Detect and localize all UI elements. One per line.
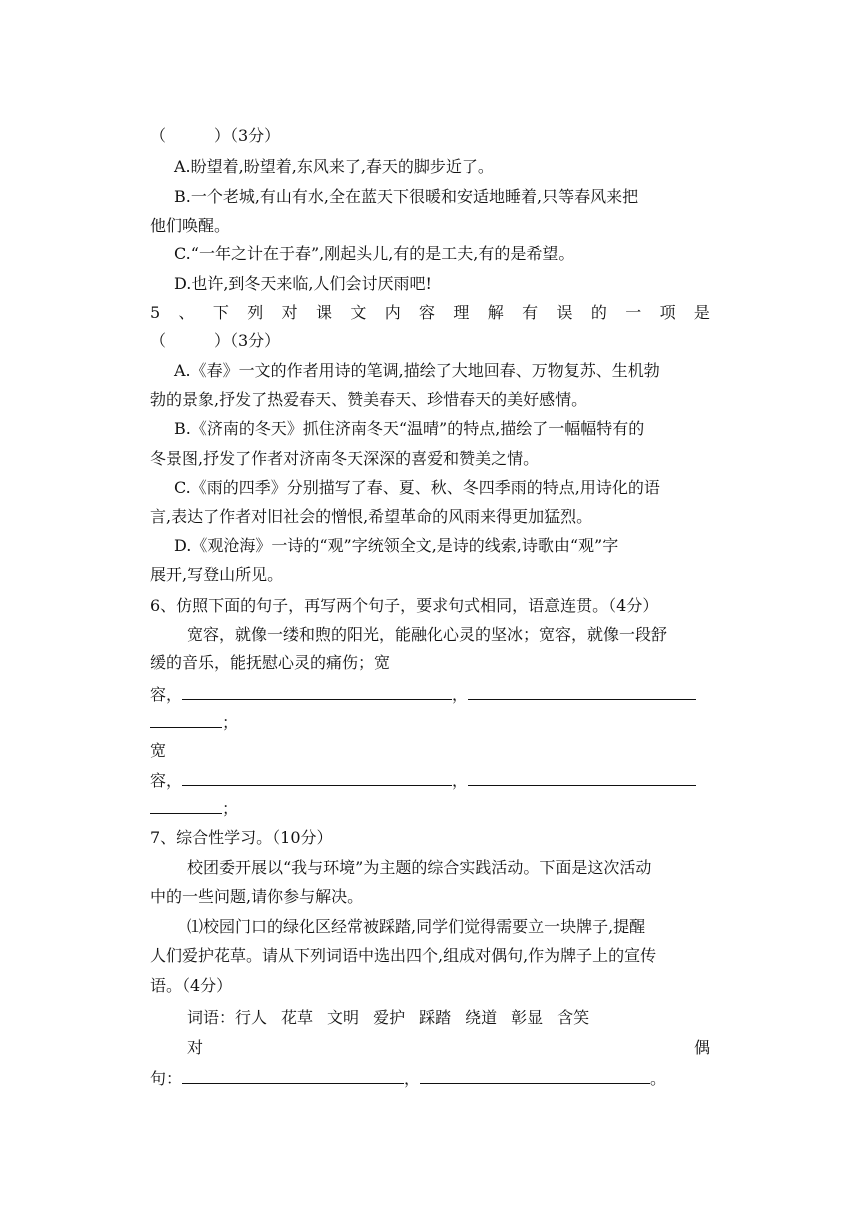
- q5-char: 、: [178, 303, 195, 322]
- q7-ou: 偶: [693, 1038, 710, 1057]
- q7-ju: 句：: [150, 1069, 183, 1088]
- q4-option-c: C.“一年之计在于春”,刚起头儿,有的是工夫,有的是希望。: [174, 244, 575, 263]
- q6-answer-line-1: [150, 683, 710, 706]
- q7-duiou-line: [187, 1037, 710, 1059]
- q6-answer-line-1-end: [150, 711, 710, 734]
- answer-blank[interactable]: [150, 797, 222, 814]
- q7-word-list: [187, 1007, 710, 1029]
- answer-blank[interactable]: [182, 1067, 404, 1084]
- q5-option-b-cont: 冬景图,抒发了作者对济南冬天深深的喜爱和赞美之情。: [150, 449, 540, 468]
- word: 彰显: [511, 1008, 544, 1027]
- q5-stem-score: （ ）（3分）: [150, 331, 281, 350]
- q6-answer-line-2: [150, 769, 710, 792]
- semicolon: ；: [222, 713, 239, 732]
- q7-dui: 对: [187, 1038, 204, 1057]
- word: 花草: [281, 1008, 314, 1027]
- word: 踩踏: [419, 1008, 452, 1027]
- answer-blank[interactable]: [150, 711, 222, 728]
- q5-char: 有: [522, 303, 539, 322]
- answer-blank[interactable]: [468, 683, 696, 700]
- q5-char: 对: [281, 303, 298, 322]
- q5-char: 列: [247, 303, 264, 322]
- q7-part1-line3: 语。（4分）: [150, 976, 233, 995]
- q5-option-c-cont: 言,表达了作者对旧社会的憎恨,希望革命的风雨来得更加猛烈。: [150, 507, 593, 526]
- q6-kuan: 宽: [150, 741, 167, 760]
- q5-char: 是: [693, 303, 710, 322]
- word: 爱护: [373, 1008, 406, 1027]
- q5-option-c: C.《雨的四季》分别描写了春、夏、秋、冬四季雨的特点,用诗化的语: [174, 478, 660, 497]
- comma: ，: [452, 771, 469, 790]
- q5-char: 课: [315, 303, 332, 322]
- semicolon: ；: [222, 799, 239, 818]
- answer-blank[interactable]: [468, 769, 696, 786]
- q6-rong: 容，: [150, 685, 183, 704]
- answer-blank[interactable]: [182, 769, 452, 786]
- comma: ，: [452, 685, 469, 704]
- q4-option-b-cont: 他们唤醒。: [150, 216, 231, 235]
- q4-option-b: B.一个老城,有山有水,全在蓝天下很暖和安适地睡着,只等春风来把: [174, 187, 639, 206]
- q5-char: 下: [212, 303, 229, 322]
- q5-char: 误: [556, 303, 573, 322]
- word-list-label: 词语：: [187, 1008, 236, 1027]
- q5-char: 文: [350, 303, 367, 322]
- q5-char: 5: [150, 303, 161, 322]
- q5-char: 的: [590, 303, 607, 322]
- q7-intro-line1: 校团委开展以“我与环境”为主题的综合实践活动。下面是这次活动: [187, 858, 652, 877]
- q5-char: 解: [487, 303, 504, 322]
- q5-char: 内: [384, 303, 401, 322]
- word: 含笑: [557, 1008, 590, 1027]
- q6-rong: 容，: [150, 771, 183, 790]
- q5-char: 理: [453, 303, 470, 322]
- q7-part1-line1: ⑴校园门口的绿化区经常被踩踏,同学们觉得需要立一块牌子,提醒: [187, 917, 646, 936]
- word: 行人: [235, 1008, 268, 1027]
- q4-option-d: D.也许,到冬天来临,人们会讨厌雨吧!: [174, 274, 432, 293]
- q6-example-line2: 缓的音乐，能抚慰心灵的痛伤；宽: [150, 653, 391, 672]
- q5-option-d: D.《观沧海》一诗的“观”字统领全文,是诗的线索,诗歌由“观”字: [174, 536, 619, 555]
- answer-blank[interactable]: [182, 683, 452, 700]
- word: 绕道: [465, 1008, 498, 1027]
- q5-option-a: A.《春》一文的作者用诗的笔调,描绘了大地回春、万物复苏、生机勃: [174, 361, 660, 380]
- q5-option-b: B.《济南的冬天》抓住济南冬天“温晴”的特点,描绘了一幅幅特有的: [174, 419, 645, 438]
- q6-answer-line-2-end: [150, 797, 710, 820]
- q7-answer-line: [150, 1067, 710, 1090]
- q5-char: 容: [419, 303, 436, 322]
- q4-option-a: A.盼望着,盼望着,东风来了,春天的脚步近了。: [174, 157, 494, 176]
- answer-blank[interactable]: [420, 1067, 650, 1084]
- q5-char: 项: [659, 303, 676, 322]
- period: 。: [650, 1069, 667, 1088]
- q4-stem: （ ）（3分）: [150, 126, 281, 145]
- word: 文明: [327, 1008, 360, 1027]
- comma: ，: [404, 1069, 421, 1088]
- q6-stem: 6、仿照下面的句子，再写两个句子，要求句式相同，语意连贯。（4分）: [150, 596, 659, 615]
- q7-part1-line2: 人们爱护花草。请从下列词语中选出四个,组成对偶句,作为牌子上的宣传: [150, 946, 657, 965]
- q5-stem: [150, 302, 710, 324]
- q5-char: 一: [625, 303, 642, 322]
- q7-stem: 7、综合性学习。（10分）: [150, 828, 333, 847]
- q6-example-line1: 宽容，就像一缕和煦的阳光，能融化心灵的坚冰；宽容，就像一段舒: [187, 625, 668, 644]
- q5-option-d-cont: 展开,写登山所见。: [150, 565, 284, 584]
- q7-intro-line2: 中的一些问题,请你参与解决。: [150, 887, 364, 906]
- q5-option-a-cont: 勃的景象,抒发了热爱春天、赞美春天、珍惜春天的美好感情。: [150, 390, 588, 409]
